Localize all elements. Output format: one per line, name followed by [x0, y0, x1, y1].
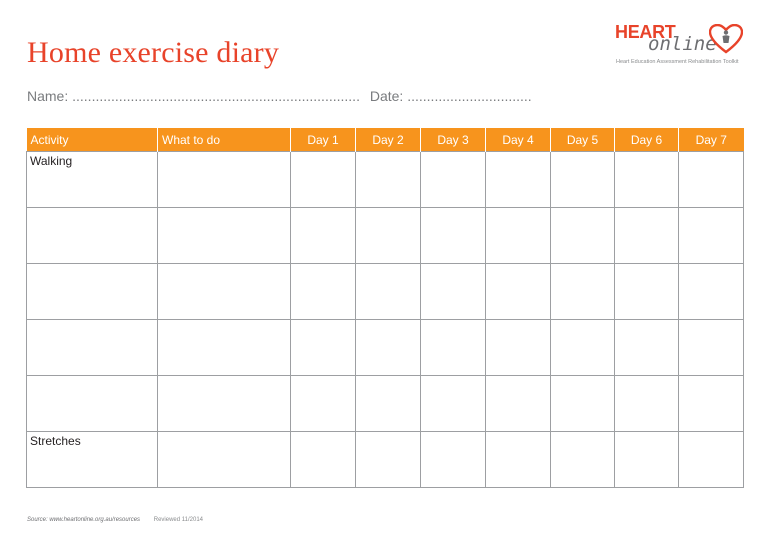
heart-with-person-icon: [709, 24, 743, 54]
column-header: Day 7: [679, 128, 744, 152]
day-cell[interactable]: [679, 208, 744, 264]
activity-cell[interactable]: Walking: [27, 152, 158, 208]
column-header: Day 2: [356, 128, 421, 152]
activity-cell[interactable]: [27, 264, 158, 320]
table-row: [27, 320, 744, 376]
day-cell[interactable]: [679, 152, 744, 208]
day-cell[interactable]: [486, 432, 551, 488]
table-row: [27, 152, 744, 208]
what-to-do-cell[interactable]: [158, 264, 291, 320]
day-cell[interactable]: [356, 376, 421, 432]
day-cell[interactable]: [486, 152, 551, 208]
column-header: Activity: [27, 128, 158, 152]
day-cell[interactable]: [615, 152, 679, 208]
day-cell[interactable]: [679, 264, 744, 320]
column-header: Day 6: [615, 128, 679, 152]
day-cell[interactable]: [486, 208, 551, 264]
day-cell[interactable]: [551, 376, 615, 432]
what-to-do-cell[interactable]: [158, 320, 291, 376]
day-cell[interactable]: [291, 432, 356, 488]
exercise-diary-table: [26, 128, 744, 488]
column-header: Day 5: [551, 128, 615, 152]
day-cell[interactable]: [421, 264, 486, 320]
day-cell[interactable]: [486, 320, 551, 376]
day-cell[interactable]: [356, 152, 421, 208]
day-cell[interactable]: [615, 320, 679, 376]
what-to-do-cell[interactable]: [158, 152, 291, 208]
day-cell[interactable]: [291, 208, 356, 264]
day-cell[interactable]: [551, 432, 615, 488]
day-cell[interactable]: [551, 320, 615, 376]
day-cell[interactable]: [356, 432, 421, 488]
footer-source: Source: www.heartonline.org.au/resources: [27, 517, 141, 523]
form-fields: [27, 88, 532, 104]
day-cell[interactable]: [615, 376, 679, 432]
footer-reviewed: Reviewed 11/2014: [153, 517, 203, 523]
table-row: [27, 376, 744, 432]
day-cell[interactable]: [551, 208, 615, 264]
logo-online-word: online: [648, 33, 717, 55]
table-row: [27, 432, 744, 488]
day-cell[interactable]: [679, 432, 744, 488]
heart-online-logo: [612, 22, 744, 72]
day-cell[interactable]: [421, 320, 486, 376]
what-to-do-cell[interactable]: [158, 208, 291, 264]
day-cell[interactable]: [291, 320, 356, 376]
day-cell[interactable]: [551, 264, 615, 320]
column-header: Day 3: [421, 128, 486, 152]
activity-cell[interactable]: Stretches: [27, 432, 158, 488]
footer: [27, 517, 203, 523]
day-cell[interactable]: [679, 376, 744, 432]
day-cell[interactable]: [421, 208, 486, 264]
day-cell[interactable]: [421, 432, 486, 488]
day-cell[interactable]: [291, 376, 356, 432]
day-cell[interactable]: [615, 432, 679, 488]
day-cell[interactable]: [551, 152, 615, 208]
day-cell[interactable]: [356, 208, 421, 264]
table-header-row: [27, 128, 744, 152]
table-row: [27, 208, 744, 264]
day-cell[interactable]: [356, 264, 421, 320]
what-to-do-cell[interactable]: [158, 432, 291, 488]
logo-tagline: Heart Education Assessment Rehabilitation Toolkit: [616, 59, 739, 65]
day-cell[interactable]: [356, 320, 421, 376]
day-cell[interactable]: [421, 376, 486, 432]
table-row: [27, 264, 744, 320]
column-header: What to do: [158, 128, 291, 152]
logo-heart-word: HEART: [615, 22, 676, 42]
day-cell[interactable]: [679, 320, 744, 376]
activity-cell[interactable]: [27, 208, 158, 264]
day-cell[interactable]: [291, 152, 356, 208]
activity-cell[interactable]: [27, 320, 158, 376]
day-cell[interactable]: [421, 152, 486, 208]
day-cell[interactable]: [486, 264, 551, 320]
page-title: Home exercise diary: [27, 36, 280, 69]
day-cell[interactable]: [615, 208, 679, 264]
day-cell[interactable]: [615, 264, 679, 320]
date-field[interactable]: Date: ................................: [369, 88, 532, 104]
what-to-do-cell[interactable]: [158, 376, 291, 432]
activity-cell[interactable]: [27, 376, 158, 432]
column-header: Day 1: [291, 128, 356, 152]
day-cell[interactable]: [486, 376, 551, 432]
column-header: Day 4: [486, 128, 551, 152]
day-cell[interactable]: [291, 264, 356, 320]
name-field[interactable]: Name: ..........................................................................: [27, 88, 360, 104]
